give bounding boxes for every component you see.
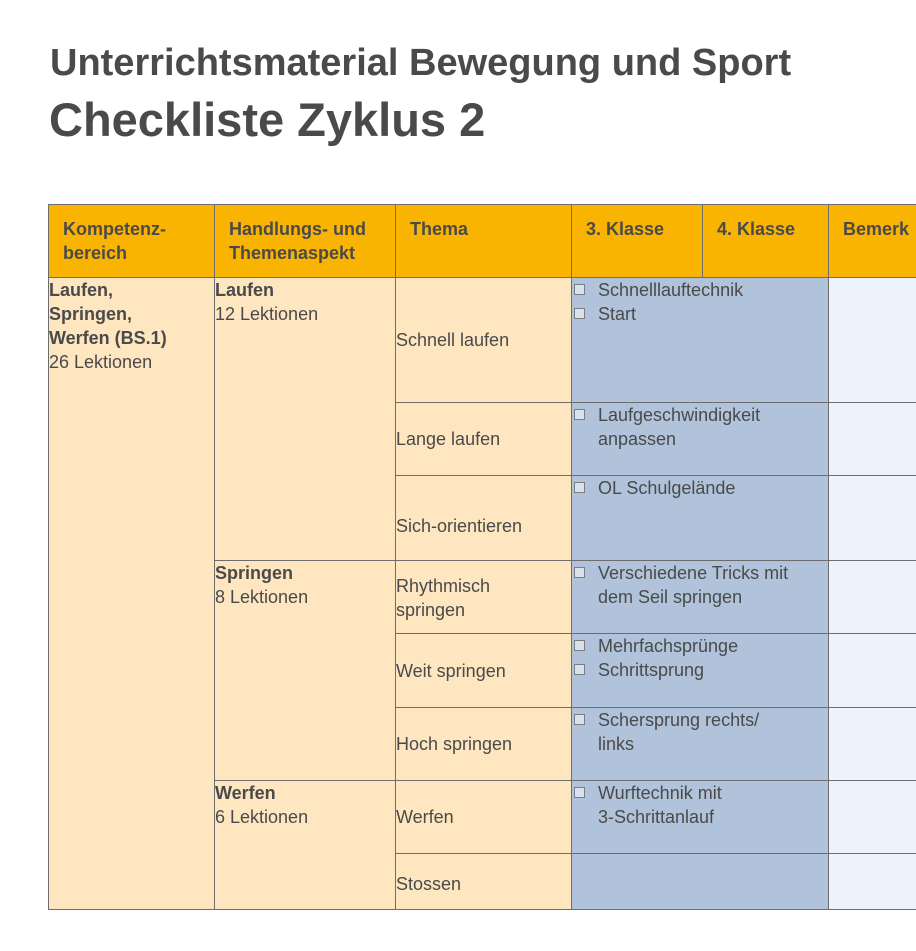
bemerkungen-cell[interactable] (829, 781, 916, 854)
aspekt-springen-cell (215, 561, 396, 781)
checkbox[interactable] (574, 664, 585, 675)
aspekt-lektionen: 12 Lektionen (215, 304, 319, 324)
checkbox[interactable] (574, 787, 585, 798)
checkbox[interactable] (574, 409, 585, 420)
column-header-klasse3: 3. Klasse (572, 205, 703, 278)
checkbox[interactable] (574, 308, 585, 319)
thema-cell (396, 278, 572, 403)
klasse-cell (572, 561, 829, 634)
aspekt-name: Laufen (215, 280, 275, 300)
thema-cell (396, 781, 572, 854)
checklist-item[interactable] (572, 302, 828, 326)
klasse-cell (572, 781, 829, 854)
checklist-item-label: Schersprung rechts/ links (598, 710, 760, 754)
thema-cell (396, 634, 572, 708)
checklist-item[interactable] (572, 476, 828, 500)
checklist-item-label: Mehrfachsprünge (598, 636, 739, 656)
bemerkungen-cell[interactable] (829, 561, 916, 634)
table-row (49, 278, 916, 403)
bemerkungen-cell[interactable] (829, 403, 916, 476)
thema-label: Schnell laufen (396, 330, 510, 350)
klasse-cell (572, 403, 829, 476)
checklist-item-label: Wurftechnik mit 3-Schrittanlauf (598, 783, 722, 827)
checkbox[interactable] (574, 567, 585, 578)
page-title: Checkliste Zyklus 2 (49, 93, 486, 146)
page-supertitle: Unterrichtsmaterial Bewegung und Sport (50, 42, 792, 84)
bemerkungen-cell[interactable] (829, 278, 916, 403)
klasse-cell (572, 634, 829, 708)
bemerkungen-cell[interactable] (829, 634, 916, 708)
thema-cell (396, 708, 572, 781)
klasse-cell (572, 476, 829, 561)
thema-cell (396, 854, 572, 910)
bemerkungen-cell[interactable] (829, 476, 916, 561)
checklist-item[interactable] (572, 561, 828, 609)
thema-label: Sich-orientieren (396, 516, 523, 536)
aspekt-name: Werfen (215, 783, 276, 803)
thema-label: Weit springen (396, 660, 506, 681)
column-header-bemerkungen: Bemerk (829, 205, 916, 278)
thema-label: Lange laufen (396, 429, 501, 449)
checklist-item[interactable] (572, 278, 828, 302)
aspekt-werfen-cell (215, 781, 396, 910)
thema-cell (396, 561, 572, 634)
checkbox[interactable] (574, 284, 585, 295)
thema-label: Rhythmisch springen (396, 576, 491, 620)
kompetenzbereich-cell (49, 278, 215, 910)
checklist-item-label: OL Schulgelände (598, 478, 736, 498)
checkbox[interactable] (574, 640, 585, 651)
aspekt-lektionen: 8 Lektionen (215, 587, 309, 607)
column-header-klasse4: 4. Klasse (703, 205, 829, 278)
checkbox[interactable] (574, 714, 585, 725)
checklist-table (48, 204, 916, 910)
column-header-thema: Thema (396, 205, 572, 278)
checklist-item-label: Schrittsprung (598, 660, 705, 680)
checklist-item[interactable] (572, 781, 828, 829)
aspekt-lektionen: 6 Lektionen (215, 807, 309, 827)
thema-label: Hoch springen (396, 734, 513, 754)
checklist-item-label: Verschiedene Tricks mit dem Seil springen (598, 563, 789, 607)
thema-label: Stossen (396, 873, 462, 894)
kompetenzbereich-name: Laufen, Springen, Werfen (BS.1) (49, 280, 167, 348)
aspekt-name: Springen (215, 563, 294, 583)
table-header-row (49, 205, 916, 278)
checklist-item-label: Laufgeschwindigkeit anpassen (598, 405, 761, 449)
thema-label: Werfen (396, 807, 454, 827)
checklist-item[interactable] (572, 708, 828, 756)
checkbox[interactable] (574, 482, 585, 493)
klasse-cell (572, 278, 829, 403)
checklist-item[interactable] (572, 658, 828, 682)
bemerkungen-cell[interactable] (829, 854, 916, 910)
klasse-cell (572, 854, 829, 910)
checklist-item[interactable] (572, 634, 828, 658)
klasse-cell (572, 708, 829, 781)
bemerkungen-cell[interactable] (829, 708, 916, 781)
aspekt-laufen-cell (215, 278, 396, 561)
checklist-item-label: Schnelllauftechnik (598, 280, 744, 300)
column-header-kompetenz: Kompetenz- bereich (49, 205, 215, 278)
thema-cell (396, 403, 572, 476)
thema-cell (396, 476, 572, 561)
kompetenzbereich-lektionen: 26 Lektionen (49, 352, 153, 372)
column-header-handlung: Handlungs- und Themenaspekt (215, 205, 396, 278)
checklist-item-label: Start (598, 304, 637, 324)
checklist-item[interactable] (572, 403, 828, 451)
